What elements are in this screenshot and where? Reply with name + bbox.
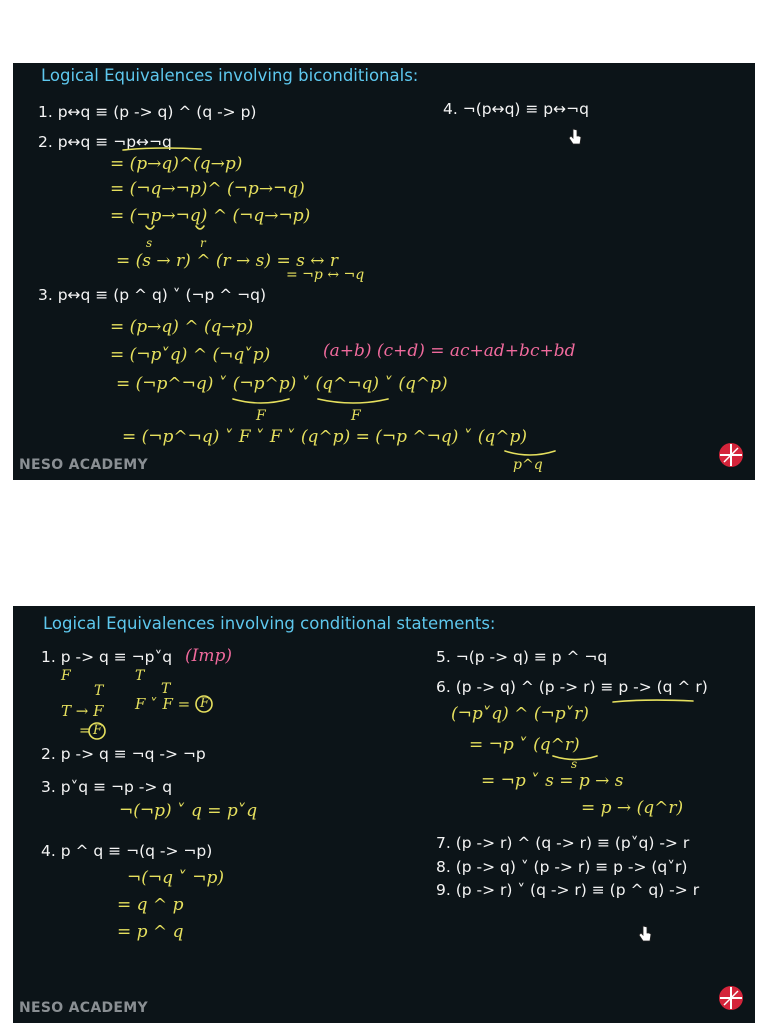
false-label: F bbox=[256, 408, 266, 424]
proof-step: ¬(¬q ˅ ¬p) bbox=[127, 868, 225, 888]
hand-cursor-icon bbox=[568, 128, 582, 146]
equivalence-8: 8. (p -> q) ˅ (p -> r) ≡ p -> (q˅r) bbox=[436, 858, 688, 876]
proof-step: = (s → r) ^ (r → s) = s ↔ r bbox=[116, 251, 338, 271]
proof-step: = (p→q) ^ (q→p) bbox=[110, 317, 254, 337]
proof-step: = (¬p˅q) ^ (¬q˅p) bbox=[110, 345, 271, 365]
proof-step: p^q bbox=[513, 457, 543, 473]
proof-step: (¬p˅q) ^ (¬p˅r) bbox=[451, 704, 589, 724]
truth-eval: T → F bbox=[61, 702, 104, 720]
equivalence-1: 1. p↔q ≡ (p -> q) ^ (q -> p) bbox=[38, 103, 257, 121]
equivalence-4: 4. ¬(p↔q) ≡ p↔¬q bbox=[443, 100, 589, 118]
equivalence-7: 7. (p -> r) ^ (q -> r) ≡ (p˅q) -> r bbox=[436, 834, 690, 852]
substitution-label: s bbox=[146, 236, 153, 250]
brand-watermark: NESO ACADEMY bbox=[19, 1000, 148, 1016]
truth-result: F bbox=[200, 696, 210, 711]
truth-label: T bbox=[161, 681, 171, 697]
handwritten-marks bbox=[13, 606, 755, 1023]
neso-logo-icon bbox=[718, 985, 744, 1011]
proof-step: = (p→q)^(q→p) bbox=[110, 154, 243, 174]
substitution-label: s bbox=[571, 757, 578, 771]
proof-step: = p ^ q bbox=[117, 922, 184, 942]
proof-step: = (¬p→¬q) ^ (¬q→¬p) bbox=[110, 206, 311, 226]
equivalence-2: 2. p -> q ≡ ¬q -> ¬p bbox=[41, 745, 206, 763]
proof-step: = ¬p ˅ (q^r) bbox=[469, 735, 580, 755]
truth-eval: F ˅ F = bbox=[135, 695, 191, 713]
hand-cursor-icon bbox=[638, 925, 652, 943]
equivalence-9: 9. (p -> r) ˅ (q -> r) ≡ (p ^ q) -> r bbox=[436, 881, 700, 899]
truth-eval: = bbox=[79, 723, 91, 739]
slide-title: Logical Equivalences involving biconditionals: bbox=[41, 66, 419, 85]
handwritten-underlines bbox=[13, 63, 755, 480]
equivalence-2: 2. p↔q ≡ ¬p↔¬q bbox=[38, 133, 172, 151]
proof-step: ¬(¬p) ˅ q = p˅q bbox=[119, 801, 258, 821]
truth-label: F bbox=[61, 668, 71, 684]
implication-note: (Imp) bbox=[185, 646, 232, 666]
substitution-label: r bbox=[200, 236, 206, 250]
proof-step: = q ^ p bbox=[117, 895, 184, 915]
slide-biconditionals bbox=[13, 63, 755, 480]
underline bbox=[123, 148, 201, 150]
proof-step: = (¬q→¬p)^ (¬p→¬q) bbox=[110, 179, 305, 199]
slide-conditionals bbox=[13, 606, 755, 1023]
equivalence-5: 5. ¬(p -> q) ≡ p ^ ¬q bbox=[436, 648, 608, 666]
proof-step: = (¬p^¬q) ˅ F ˅ F ˅ (q^p) = (¬p ^¬q) ˅ (q^p) bbox=[122, 427, 527, 447]
proof-step: = p → (q^r) bbox=[581, 798, 684, 818]
equivalence-3: 3. p↔q ≡ (p ^ q) ˅ (¬p ^ ¬q) bbox=[38, 286, 267, 304]
proof-step: = (¬p^¬q) ˅ (¬p^p) ˅ (q^¬q) ˅ (q^p) bbox=[116, 374, 448, 394]
proof-step: = ¬p ˅ s = p → s bbox=[481, 771, 624, 791]
truth-label: T bbox=[94, 683, 104, 699]
truth-result: F bbox=[93, 723, 103, 738]
equivalence-4: 4. p ^ q ≡ ¬(q -> ¬p) bbox=[41, 842, 213, 860]
truth-label: T bbox=[135, 668, 145, 684]
distributive-note: (a+b) (c+d) = ac+ad+bc+bd bbox=[323, 341, 576, 361]
equivalence-1: 1. p -> q ≡ ¬p˅q bbox=[41, 648, 173, 666]
brand-watermark: NESO ACADEMY bbox=[19, 457, 148, 473]
proof-step: = ¬p ↔ ¬q bbox=[286, 267, 365, 283]
false-label: F bbox=[351, 408, 361, 424]
equivalence-3: 3. p˅q ≡ ¬p -> q bbox=[41, 778, 173, 796]
neso-logo-icon bbox=[718, 442, 744, 468]
slide-title: Logical Equivalences involving conditional statements: bbox=[43, 614, 496, 633]
equivalence-6: 6. (p -> q) ^ (p -> r) ≡ p -> (q ^ r) bbox=[436, 678, 708, 696]
